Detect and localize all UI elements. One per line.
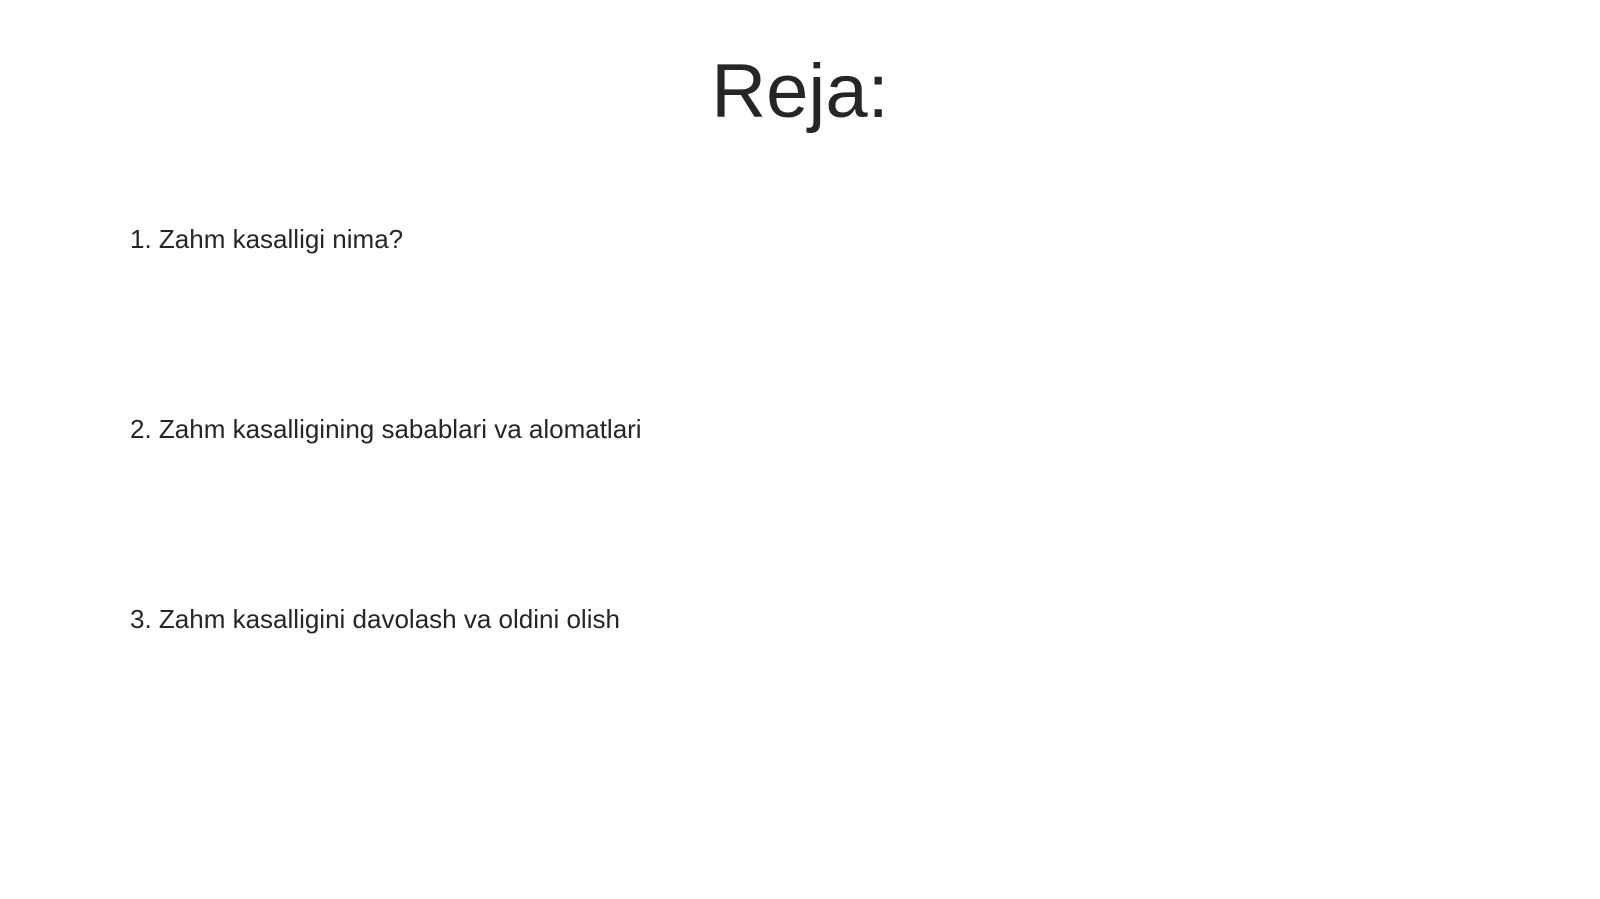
plan-item-2: 2. Zahm kasalligining sabablari va alomatlari (130, 414, 642, 444)
plan-item-1: 1. Zahm kasalligi nima? (130, 224, 404, 254)
plan-item-3: 3. Zahm kasalligini davolash va oldini olish (130, 604, 620, 634)
slide-title: Reja: (711, 49, 889, 134)
